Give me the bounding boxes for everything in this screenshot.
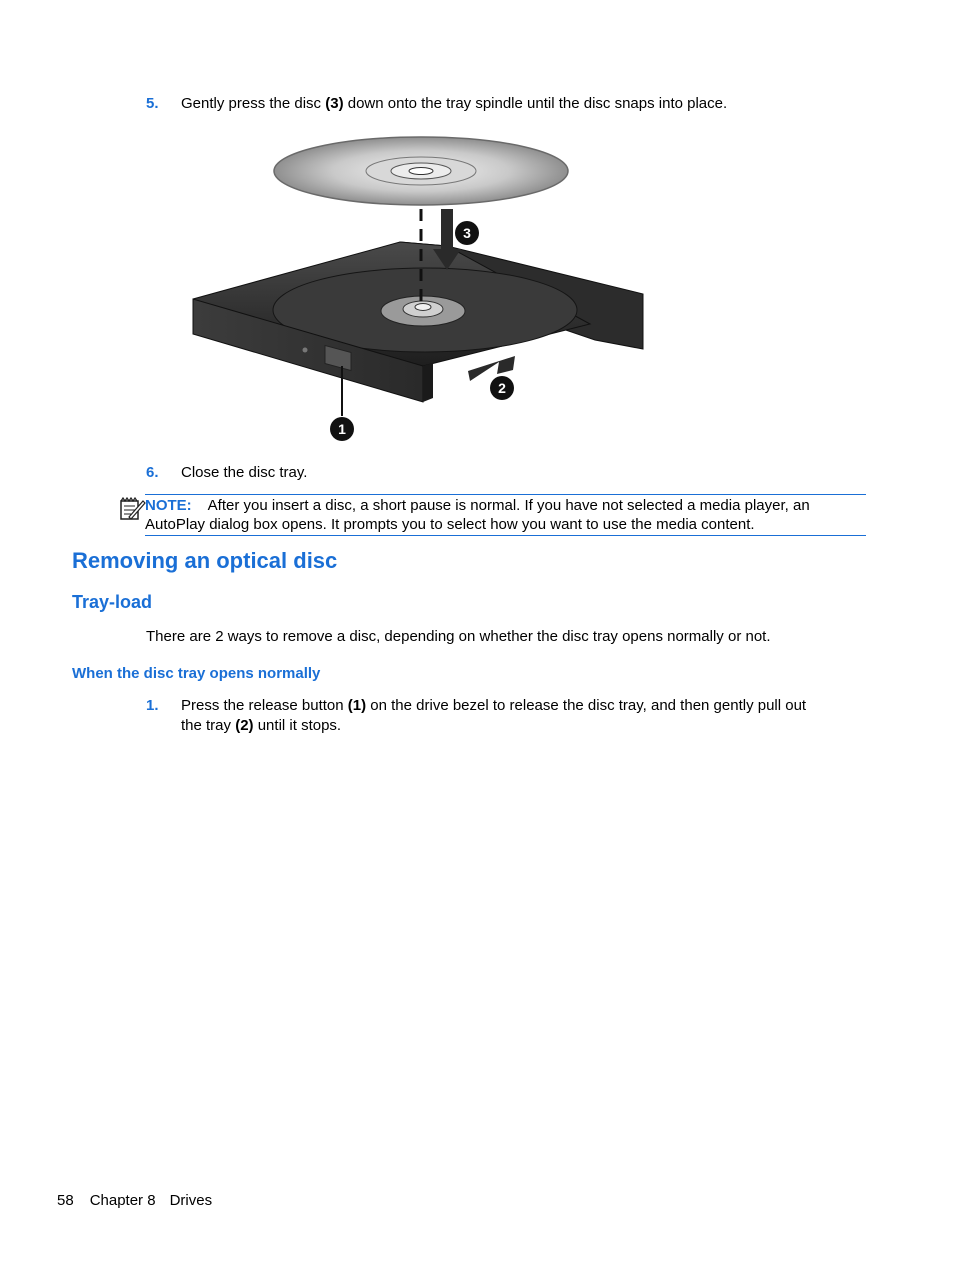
arrow-left-icon <box>468 356 515 381</box>
step-number: 1. <box>146 697 159 714</box>
callout-3-label: 3 <box>463 225 471 241</box>
step-text: Close the disc tray. <box>181 464 308 481</box>
step-number: 5. <box>146 95 159 112</box>
disc-insertion-figure <box>185 134 655 446</box>
page-number: 58 <box>57 1192 74 1209</box>
optical-drive-graphic <box>193 242 643 402</box>
step-callout-ref: (1) <box>347 697 367 714</box>
step-text <box>181 696 871 736</box>
step-text-part: the tray <box>181 717 236 734</box>
note-box <box>145 494 866 536</box>
step-text-part: Gently press the disc <box>181 95 326 112</box>
section-heading: Removing an optical disc <box>72 548 338 573</box>
note-label: NOTE: <box>145 497 192 514</box>
step-callout-ref: (3) <box>325 95 344 112</box>
step-text <box>181 94 861 114</box>
footer-chapter: Chapter 8 <box>89 1192 156 1209</box>
callout-2-label: 2 <box>498 380 506 396</box>
note-line-1 <box>145 496 810 516</box>
step-callout-ref: (2) <box>235 717 254 734</box>
disc-graphic <box>274 137 568 205</box>
note-text: After you insert a disc, a short pause is normal. If you have not selected a media player, an <box>207 497 810 514</box>
note-icon <box>118 496 146 522</box>
step-number: 6. <box>146 464 159 481</box>
step-text-part: on the drive bezel to release the disc tray, and then gently pull out <box>366 697 807 714</box>
subsection-heading: Tray-load <box>72 592 153 612</box>
step-text-part: down onto the tray spindle until the disc snaps into place. <box>343 95 728 112</box>
step-text-part: Press the release button <box>181 697 348 714</box>
step-text-part: until it stops. <box>253 717 342 734</box>
callout-1-label: 1 <box>338 421 346 437</box>
note-line-2: AutoPlay dialog box opens. It prompts you to select how you want to use the media content. <box>145 516 755 533</box>
intro-paragraph: There are 2 ways to remove a disc, depending on whether the disc tray opens normally or not. <box>146 628 771 645</box>
footer-chapter-title: Drives <box>169 1192 213 1209</box>
page-footer <box>57 1192 212 1209</box>
subsubsection-heading: When the disc tray opens normally <box>72 665 321 682</box>
